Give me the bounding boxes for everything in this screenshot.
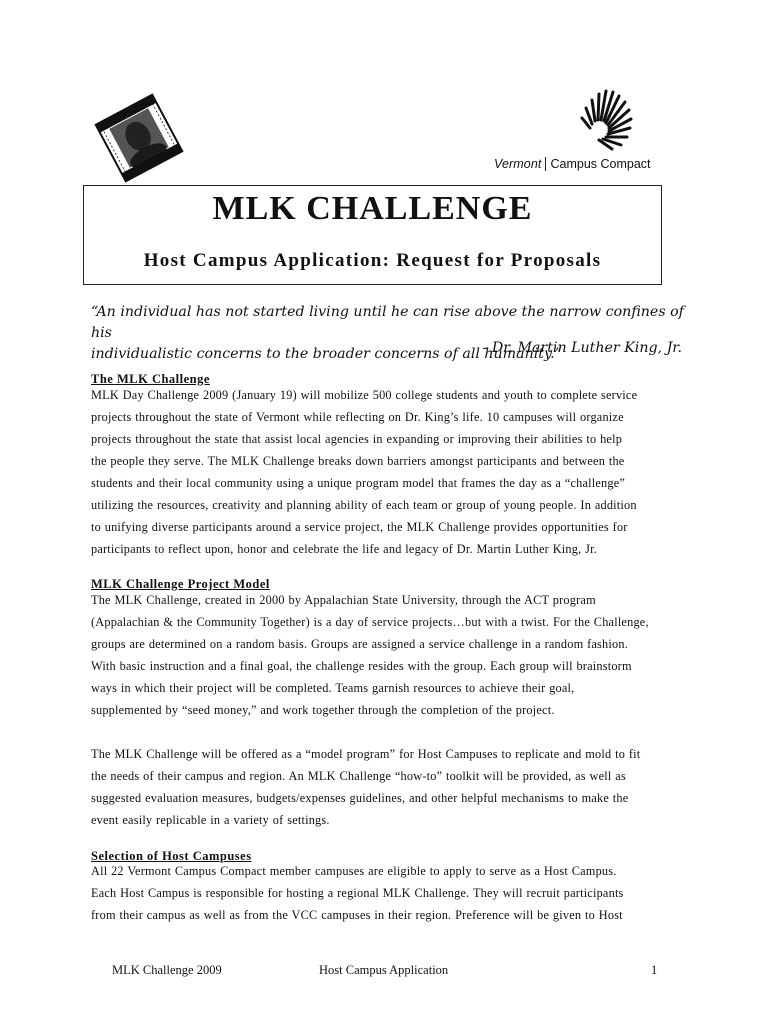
org-title: Campus Compact [550, 157, 651, 171]
body-line: All 22 Vermont Campus Compact member campuses are eligible to apply to serve as a Host Campus. [91, 864, 617, 878]
body-line: supplemented by “seed money,” and work together through the completion of the project. [91, 703, 555, 717]
vermont-campus-compact-logo [494, 86, 664, 178]
body-line: from their campus as well as from the VCC campuses in their region. Preference will be given to Host [91, 908, 623, 922]
quote-line: individualistic concerns to the broader concerns of all humanity.” [91, 346, 562, 362]
org-state: Vermont [494, 157, 542, 171]
body-line: the people they serve. The MLK Challenge breaks down barriers amongst participants and between the [91, 454, 625, 468]
page-subtitle: Host Campus Application: Request for Proposals [143, 250, 602, 271]
body-line: The MLK Challenge will be offered as a “model program” for Host Campuses to replicate and mold to fit [91, 747, 641, 761]
org-name [494, 157, 664, 171]
section-heading: Selection of Host Campuses [91, 849, 252, 863]
body-line: The MLK Challenge, created in 2000 by Appalachian State University, through the ACT program [91, 593, 596, 607]
footer-middle: Host Campus Application [319, 963, 449, 977]
quote-attribution: - Dr. Martin Luther King, Jr. [482, 340, 682, 356]
body-line: students and their local community using a unique program model that frames the day as a “challenge” [91, 476, 626, 490]
body-line: With basic instruction and a final goal, the challenge resides with the group. Each group will brainstorm [91, 659, 632, 673]
body-line: event easily replicable in a variety of settings. [91, 813, 330, 827]
body-line: groups are determined on a random basis. Groups are assigned a service challenge in a random fashion. [91, 637, 628, 651]
body-line: utilizing the resources, creativity and planning ability of each team or group of young people. In addition [91, 498, 637, 512]
body-line: to unifying diverse participants around a service project, the MLK Challenge provides opportunities for [91, 520, 628, 534]
body-line: MLK Day Challenge 2009 (January 19) will mobilize 500 college students and youth to complete service [91, 388, 638, 402]
footer-left: MLK Challenge 2009 [112, 963, 222, 977]
body-line: the needs of their campus and region. An MLK Challenge “how-to” toolkit will be provided, as well as [91, 769, 626, 783]
body-line: ways in which their project will be completed. Teams garnish resources to achieve their goal, [91, 681, 575, 695]
body-line: projects throughout the state that assist local agencies in expanding or improving their abilities to help [91, 432, 623, 446]
section-heading: The MLK Challenge [91, 372, 210, 386]
body-line: projects throughout the state of Vermont while reflecting on Dr. King’s life. 10 campuses will organize [91, 410, 624, 424]
quote-line: “An individual has not started living until he can rise above the narrow confines of his [91, 304, 684, 341]
body-line: Each Host Campus is responsible for hosting a regional MLK Challenge. They will recruit participants [91, 886, 624, 900]
mlk-stamp-logo [93, 92, 185, 184]
page-title: MLK CHALLENGE [212, 190, 533, 227]
body-line: participants to reflect upon, honor and celebrate the life and legacy of Dr. Martin Luther King, Jr. [91, 542, 598, 556]
body-line: suggested evaluation measures, budgets/expenses guidelines, and other helpful mechanisms to make the [91, 791, 629, 805]
page-number: 1 [651, 963, 658, 977]
sunburst-icon [572, 86, 634, 152]
title-box [83, 185, 662, 285]
section-heading: MLK Challenge Project Model [91, 577, 270, 591]
body-line: (Appalachian & the Community Together) is a day of service projects…but with a twist. For the Challenge, [91, 615, 649, 629]
